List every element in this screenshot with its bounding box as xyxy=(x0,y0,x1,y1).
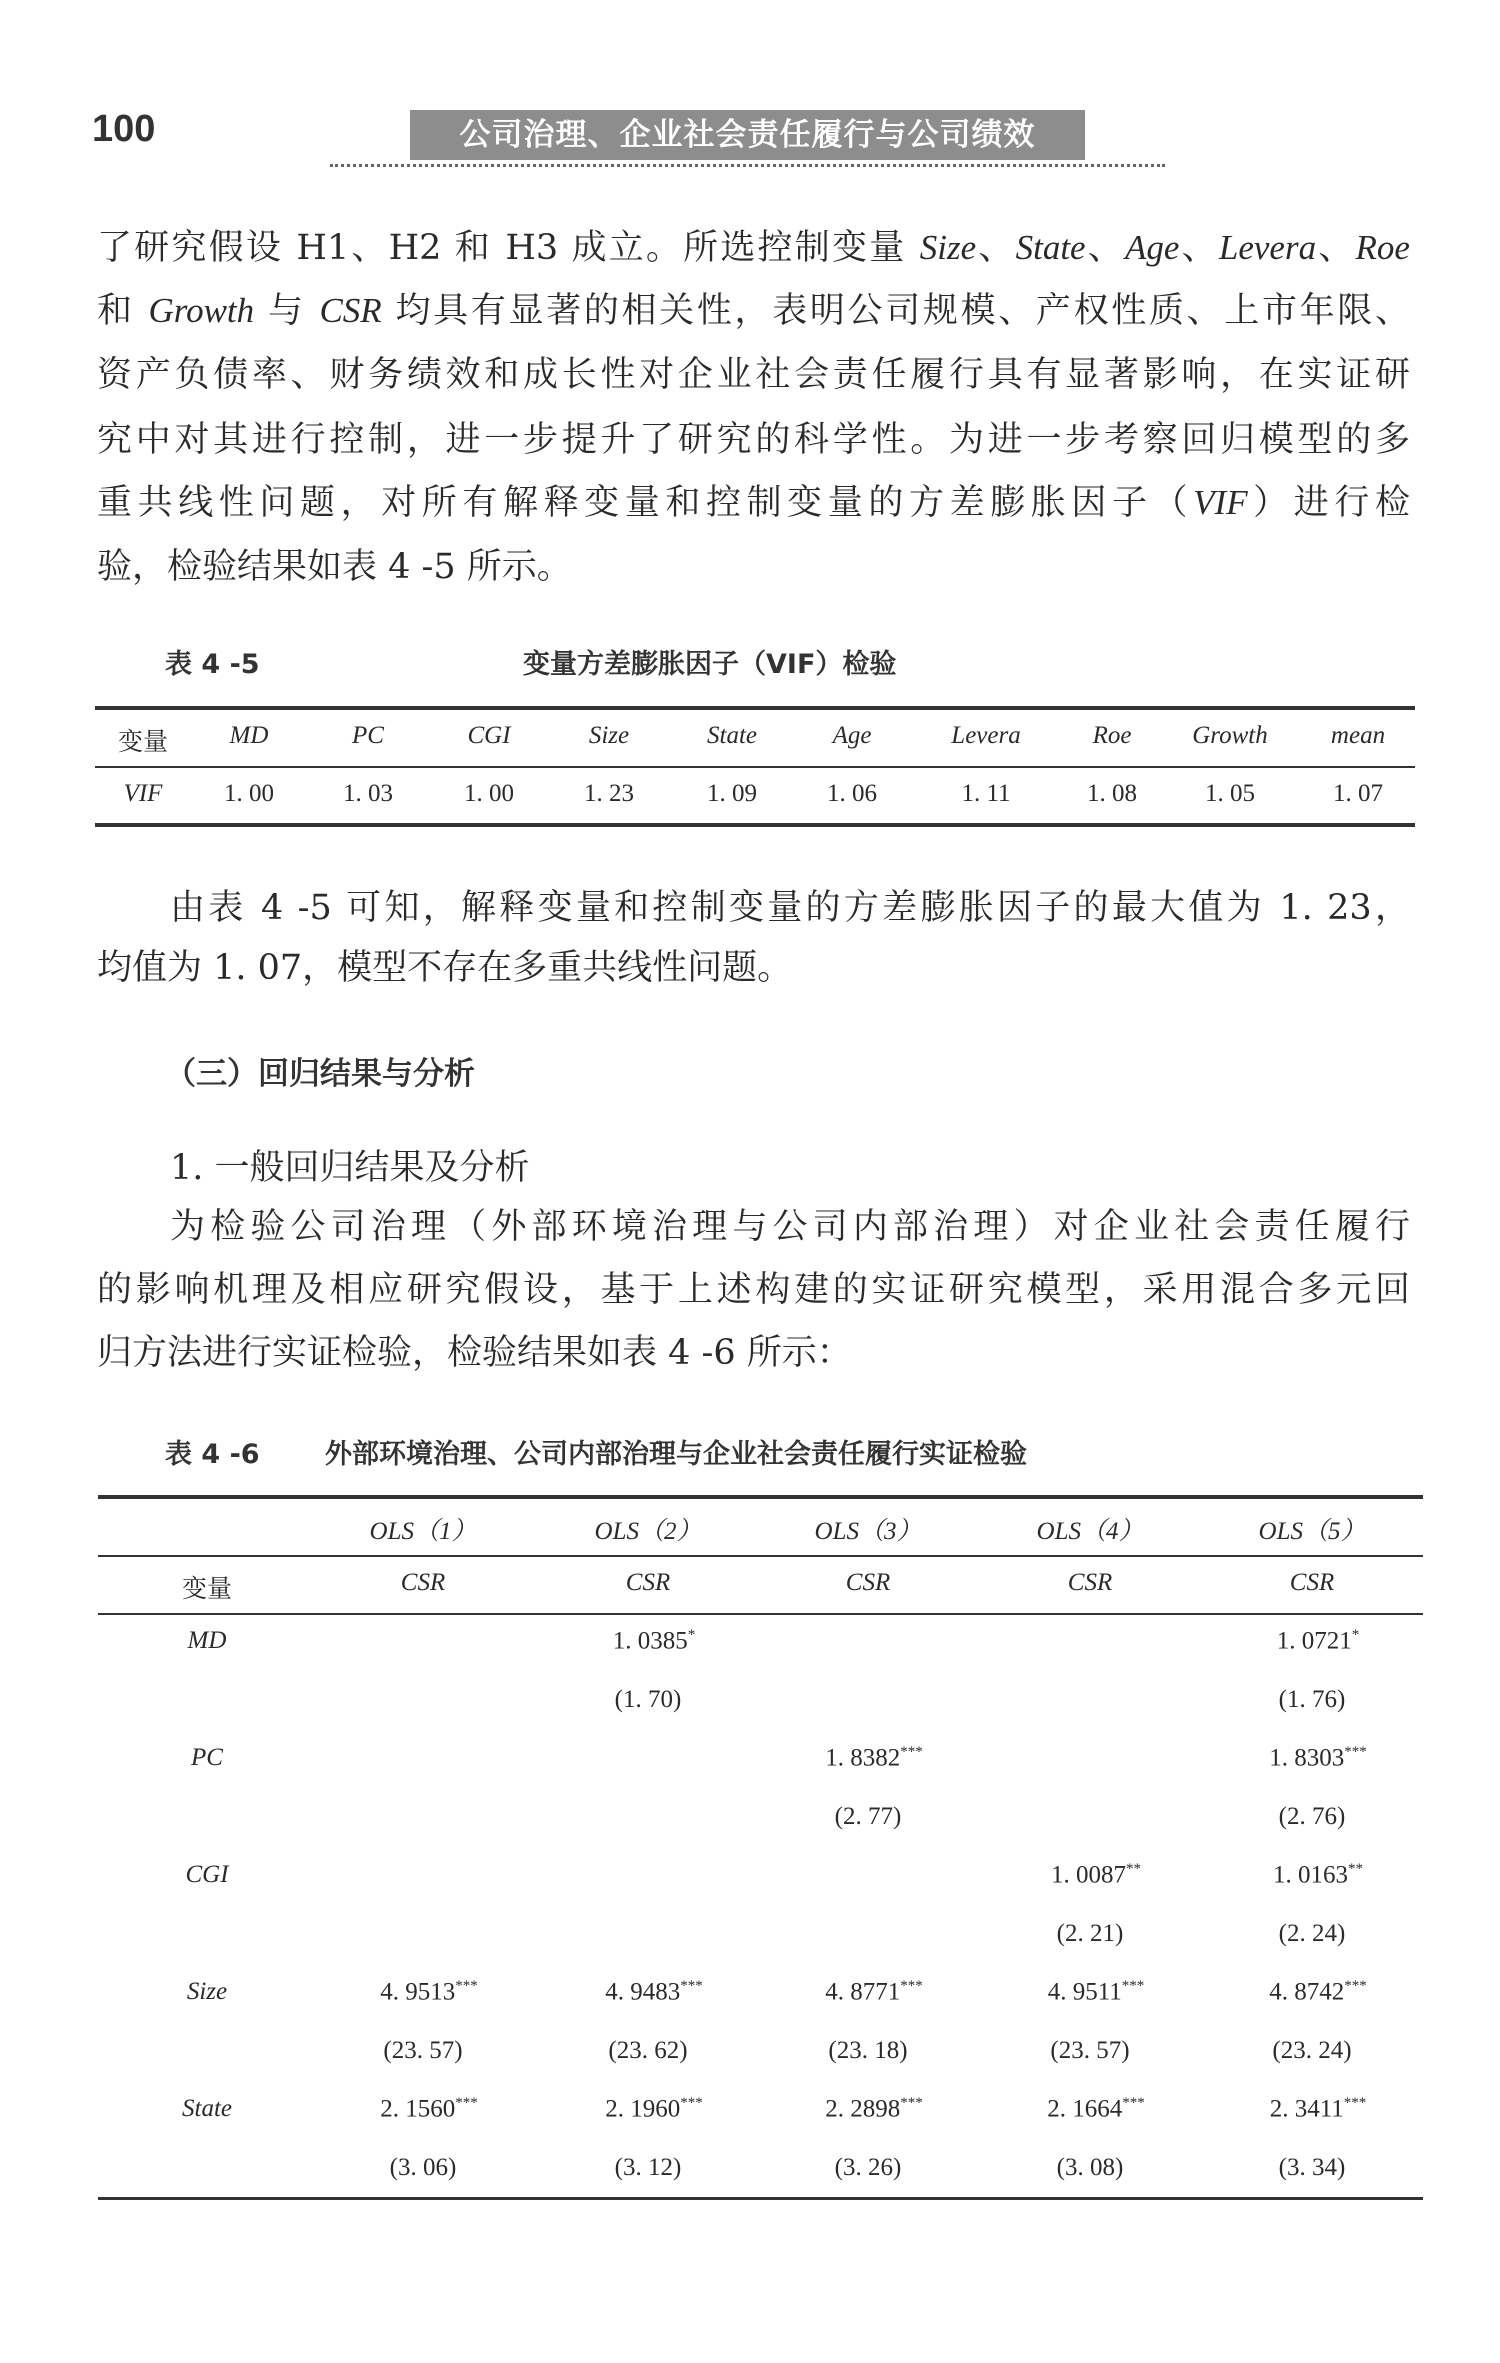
text-segment: 均值为 1. 07，模型不存在多重共线性问题。 xyxy=(97,948,793,988)
significance-stars: *** xyxy=(1122,2095,1145,2111)
text-line xyxy=(97,289,1410,333)
significance-stars: ** xyxy=(1126,1861,1141,1877)
variable-name: Size xyxy=(919,228,977,267)
t-statistic: (2. 76) xyxy=(1278,1803,1346,1830)
t-statistic: (3. 26) xyxy=(834,2154,902,2181)
significance-stars: *** xyxy=(1343,2095,1367,2111)
text-line xyxy=(97,353,1410,397)
coefficient-value: 4. 9511 xyxy=(1047,1978,1122,2006)
section-heading: （三）回归结果与分析 xyxy=(165,1056,475,1092)
dependent-variable: CSR xyxy=(625,1569,671,1596)
vif-value: 1. 00 xyxy=(224,780,274,807)
coefficient-value: 4. 8771 xyxy=(825,1978,901,2006)
vif-value: 1. 11 xyxy=(961,780,1011,807)
coefficient xyxy=(1277,1627,1360,1655)
text-segment: 和 xyxy=(97,291,149,331)
vif-value: 1. 03 xyxy=(343,780,393,807)
vif-value: 1. 23 xyxy=(584,780,634,807)
variable-name: State xyxy=(1015,228,1086,267)
coefficient-value: 4. 8742 xyxy=(1269,1978,1345,2006)
coefficient xyxy=(605,2095,703,2123)
text-segment: 的影响机理及相应研究假设，基于上述构建的实证研究模型，采用混合多元回 xyxy=(97,1270,1410,1310)
model-header: OLS（4） xyxy=(1036,1518,1144,1545)
text-segment: 了研究假设 H1、H2 和 H3 成立。所选控制变量 xyxy=(97,228,920,268)
t-statistic: (2. 24) xyxy=(1278,1920,1346,1947)
t-statistic: (3. 12) xyxy=(614,2154,682,2181)
table-4-6-header-rule xyxy=(98,1613,1423,1615)
text-segment: 、 xyxy=(1085,228,1126,268)
column-header: Levera xyxy=(951,722,1021,749)
text-line xyxy=(97,418,1410,462)
text-segment: 、 xyxy=(976,228,1016,268)
text-segment: 、 xyxy=(1179,228,1219,268)
vif-value: 1. 09 xyxy=(707,780,757,807)
t-statistic: (23. 18) xyxy=(828,2037,908,2064)
t-statistic: (3. 34) xyxy=(1278,2154,1346,2181)
row-label: Size xyxy=(186,1978,228,2005)
significance-stars: *** xyxy=(1344,1744,1367,1760)
variable-name: Age xyxy=(1125,228,1180,267)
variable-name: VIF xyxy=(1193,483,1248,522)
dependent-variable: CSR xyxy=(845,1569,891,1596)
coefficient xyxy=(380,2095,478,2123)
coefficient-value: 1. 8303 xyxy=(1269,1744,1345,1772)
coefficient-value: 1. 0087 xyxy=(1051,1861,1126,1889)
vif-value: 1. 08 xyxy=(1087,780,1137,807)
t-statistic: (2. 77) xyxy=(834,1803,902,1830)
column-header: Roe xyxy=(1092,722,1132,749)
t-statistic: (3. 08) xyxy=(1056,2154,1124,2181)
vif-value: 1. 07 xyxy=(1333,780,1383,807)
vif-value: 1. 05 xyxy=(1205,780,1255,807)
coefficient-value: 4. 9483 xyxy=(605,1978,681,2006)
coefficient-value: 1. 0163 xyxy=(1273,1861,1348,1889)
text-segment: 重共线性问题，对所有解释变量和控制变量的方差膨胀因子（ xyxy=(97,483,1194,523)
significance-stars: *** xyxy=(1121,1978,1145,1994)
significance-stars: * xyxy=(687,1627,696,1643)
column-header: Growth xyxy=(1192,722,1268,749)
coefficient xyxy=(380,1978,478,2006)
column-header: State xyxy=(707,722,757,749)
text-segment: 、 xyxy=(1316,228,1356,268)
row-label: PC xyxy=(191,1744,223,1771)
row-label: State xyxy=(182,2095,232,2122)
variable-name: CSR xyxy=(319,291,382,330)
coefficient xyxy=(1048,1978,1145,2006)
coefficient-value: 4. 9513 xyxy=(380,1978,456,2006)
text-segment: 由表 4 -5 可知，解释变量和控制变量的方差膨胀因子的最大值为 1. 23， xyxy=(170,888,1410,928)
coefficient xyxy=(1273,1861,1363,1889)
significance-stars: *** xyxy=(680,2095,703,2111)
table-4-5-top-rule xyxy=(95,706,1415,710)
table-4-6-label: 表 4 -6 xyxy=(165,1439,260,1470)
column-header: CGI xyxy=(467,722,511,749)
column-header-variable: 变量 xyxy=(117,727,169,756)
t-statistic: (23. 62) xyxy=(608,2037,688,2064)
dependent-variable: CSR xyxy=(1289,1569,1335,1596)
coefficient xyxy=(1051,1861,1141,1889)
row-label: VIF xyxy=(123,780,163,807)
coefficient xyxy=(1047,2095,1145,2123)
t-statistic: (3. 06) xyxy=(389,2154,457,2181)
dependent-variable: CSR xyxy=(1067,1569,1113,1596)
column-header: PC xyxy=(352,722,384,749)
model-header: OLS（1） xyxy=(369,1518,477,1545)
model-header: OLS（3） xyxy=(814,1518,922,1545)
t-statistic: (2. 21) xyxy=(1056,1920,1124,1947)
significance-stars: *** xyxy=(900,1978,923,1994)
coefficient-value: 1. 8382 xyxy=(825,1744,901,1772)
significance-stars: *** xyxy=(1344,1978,1367,1994)
vif-value: 1. 00 xyxy=(464,780,514,807)
coefficient xyxy=(825,2095,923,2123)
header-divider xyxy=(330,164,1165,167)
significance-stars: *** xyxy=(900,2095,923,2111)
text-segment: 资产负债率、财务绩效和成长性对企业社会责任履行具有显著影响，在实证研 xyxy=(97,355,1410,395)
text-line xyxy=(97,1331,1410,1375)
t-statistic: (1. 70) xyxy=(614,1686,682,1713)
coefficient-value: 1. 0385 xyxy=(612,1627,688,1655)
significance-stars: *** xyxy=(680,1978,703,1994)
text-segment: 均具有显著的相关性，表明公司规模、产权性质、上市年限、 xyxy=(381,291,1410,331)
variable-name: Growth xyxy=(148,291,255,330)
t-statistic: (23. 24) xyxy=(1272,2037,1352,2064)
text-line xyxy=(97,545,1410,589)
t-statistic: (1. 76) xyxy=(1278,1686,1346,1713)
table-4-6-title: 外部环境治理、公司内部治理与企业社会责任履行实证检验 xyxy=(325,1439,1027,1470)
coefficient xyxy=(605,1978,703,2006)
coefficient-value: 1. 0721 xyxy=(1276,1627,1352,1655)
text-segment: 为检验公司治理（外部环境治理与公司内部治理）对企业社会责任履行 xyxy=(170,1207,1410,1247)
column-header: mean xyxy=(1330,722,1386,749)
table-4-5-label: 表 4 -5 xyxy=(165,649,260,680)
column-header-variable: 变量 xyxy=(181,1574,233,1603)
significance-stars: *** xyxy=(455,2095,478,2111)
text-segment: ）进行检 xyxy=(1247,483,1410,523)
text-segment: 验，检验结果如表 4 -5 所示。 xyxy=(97,547,572,587)
table-4-5-title: 变量方差膨胀因子（VIF）检验 xyxy=(523,649,897,680)
table-4-6-mid-rule xyxy=(98,1555,1423,1557)
coefficient-value: 2. 2898 xyxy=(825,2095,901,2123)
text-line xyxy=(97,1268,1410,1312)
column-header: Size xyxy=(588,722,630,749)
column-header: MD xyxy=(229,722,269,749)
text-line xyxy=(97,481,1410,525)
coefficient xyxy=(825,1978,923,2006)
significance-stars: ** xyxy=(1348,1861,1363,1877)
table-4-5-bottom-rule xyxy=(95,823,1415,827)
table-4-6-top-rule xyxy=(98,1495,1423,1499)
table-4-6-bottom-rule xyxy=(98,2197,1423,2200)
running-title: 公司治理、企业社会责任履行与公司绩效 xyxy=(410,110,1085,160)
row-label: CGI xyxy=(185,1861,229,1888)
column-header: Age xyxy=(832,722,872,749)
t-statistic: (23. 57) xyxy=(383,2037,463,2064)
page-number: 100 xyxy=(92,108,156,150)
significance-stars: *** xyxy=(900,1744,923,1760)
significance-stars: *** xyxy=(455,1978,478,1994)
coefficient-value: 2. 1960 xyxy=(605,2095,681,2123)
variable-name: Levera xyxy=(1218,228,1317,267)
coefficient-value: 2. 1664 xyxy=(1047,2095,1123,2123)
significance-stars: * xyxy=(1351,1627,1360,1643)
text-line xyxy=(97,226,1410,270)
t-statistic: (23. 57) xyxy=(1050,2037,1130,2064)
coefficient xyxy=(613,1627,696,1655)
coefficient xyxy=(1270,2095,1367,2123)
model-header: OLS（2） xyxy=(594,1518,702,1545)
table-4-5-mid-rule xyxy=(95,766,1415,768)
coefficient-value: 2. 1560 xyxy=(380,2095,456,2123)
subsection-heading: 1. 一般回归结果及分析 xyxy=(170,1148,530,1188)
coefficient xyxy=(1269,1744,1367,1772)
dependent-variable: CSR xyxy=(400,1569,446,1596)
text-segment: 与 xyxy=(254,291,320,331)
text-line xyxy=(97,946,1410,990)
variable-name: Roe xyxy=(1355,228,1410,267)
text-line xyxy=(170,1205,1410,1249)
coefficient-value: 2. 3411 xyxy=(1269,2095,1344,2123)
model-header: OLS（5） xyxy=(1258,1518,1366,1545)
coefficient xyxy=(1269,1978,1367,2006)
text-line xyxy=(170,886,1410,930)
coefficient xyxy=(825,1744,923,1772)
text-segment: 归方法进行实证检验，检验结果如表 4 -6 所示： xyxy=(97,1333,852,1373)
text-segment: 究中对其进行控制，进一步提升了研究的科学性。为进一步考察回归模型的多 xyxy=(97,420,1410,460)
vif-value: 1. 06 xyxy=(827,780,877,807)
row-label: MD xyxy=(187,1627,227,1654)
